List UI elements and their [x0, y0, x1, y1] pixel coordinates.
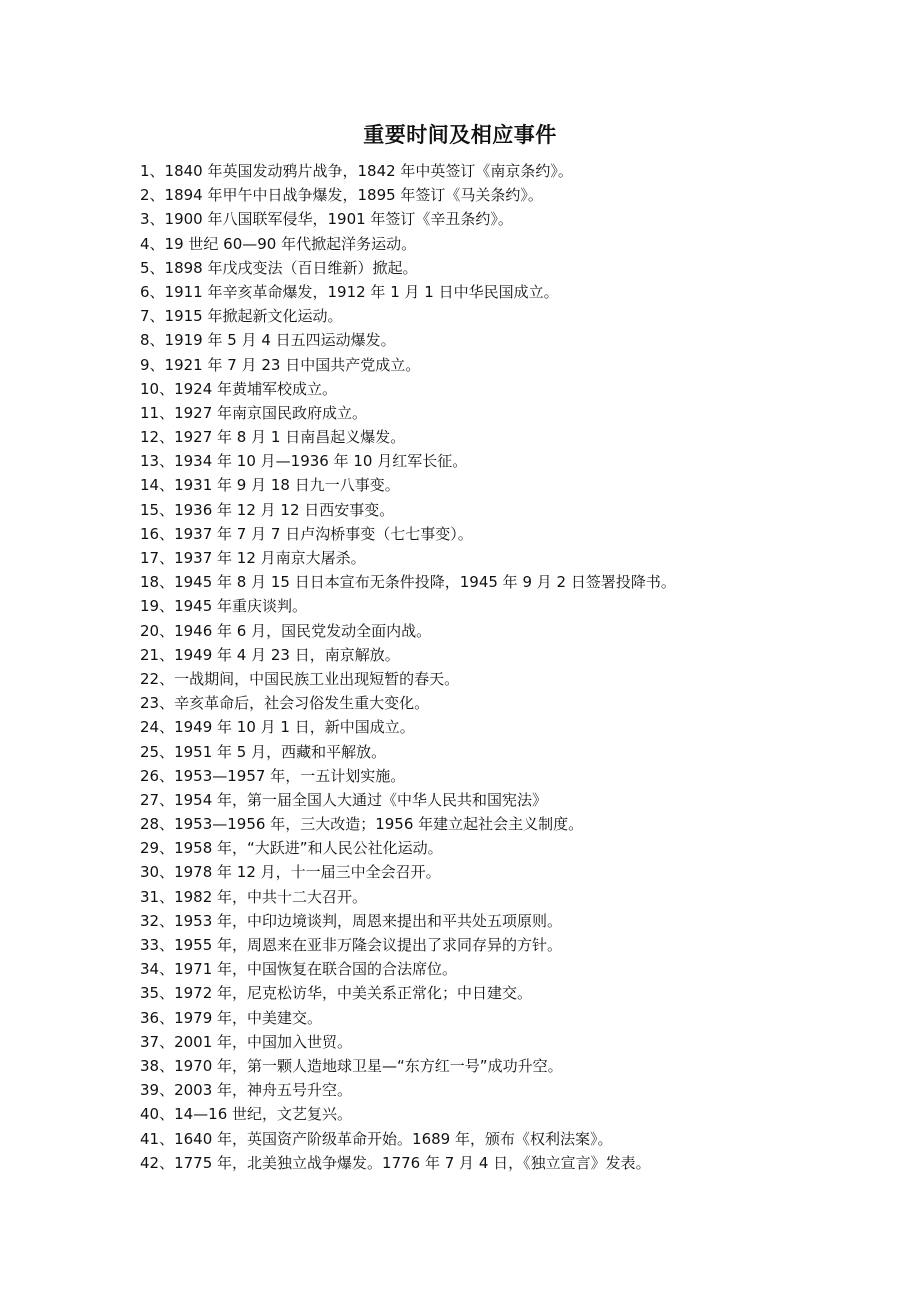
list-item: 2、1894 年甲午中日战争爆发，1895 年签订《马关条约》。 [140, 186, 543, 205]
list-item: 20、1946 年 6 月，国民党发动全面内战。 [140, 621, 432, 640]
list-item: 37、2001 年，中国加入世贸。 [140, 1032, 353, 1051]
list-item: 10、1924 年黄埔军校成立。 [140, 379, 338, 398]
list-item: 18、1945 年 8 月 15 日日本宣布无条件投降，1945 年 9 月 2 日签署投降书。 [140, 573, 676, 592]
list-item: 1、1840 年英国发动鸦片战争，1842 年中英签订《南京条约》。 [140, 162, 573, 180]
list-item: 29、1958 年，“大跃进”和人民公社化运动。 [140, 839, 443, 858]
list-item: 17、1937 年 12 月南京大屠杀。 [140, 549, 366, 567]
list-item: 32、1953 年，中印边境谈判，周恩来提出和平共处五项原则。 [140, 911, 563, 930]
list-item: 23、辛亥革命后，社会习俗发生重大变化。 [140, 694, 430, 713]
list-item: 30、1978 年 12 月，十一届三中全会召开。 [140, 863, 441, 882]
list-item: 12、1927 年 8 月 1 日南昌起义爆发。 [140, 428, 406, 447]
list-item: 11、1927 年南京国民政府成立。 [140, 403, 368, 422]
list-item: 4、19 世纪 60—90 年代掀起洋务运动。 [140, 234, 417, 253]
list-item: 8、1919 年 5 月 4 日五四运动爆发。 [140, 331, 396, 350]
list-item: 38、1970 年，第一颗人造地球卫星—“东方红一号”成功升空。 [140, 1056, 563, 1075]
event-list [140, 159, 880, 1175]
list-item: 33、1955 年，周恩来在亚非万隆会议提出了求同存异的方针。 [140, 936, 563, 954]
list-item: 41、1640 年，英国资产阶级革命开始。1689 年，颁布《权利法案》。 [140, 1129, 613, 1148]
list-item: 27、1954 年，第一届全国人大通过《中华人民共和国宪法》 [140, 790, 548, 809]
list-item: 19、1945 年重庆谈判。 [140, 597, 308, 616]
list-item: 7、1915 年掀起新文化运动。 [140, 307, 343, 326]
list-item: 6、1911 年辛亥革命爆发，1912 年 1 月 1 日中华民国成立。 [140, 282, 559, 301]
list-item: 34、1971 年，中国恢复在联合国的合法席位。 [140, 960, 458, 979]
list-item: 31、1982 年，中共十二大召开。 [140, 887, 368, 906]
list-item: 39、2003 年，神舟五号升空。 [140, 1081, 353, 1100]
list-item: 35、1972 年，尼克松访华，中美关系正常化；中日建交。 [140, 984, 533, 1003]
list-item: 14、1931 年 9 月 18 日九一八事变。 [140, 476, 400, 495]
list-item: 28、1953—1956 年，三大改造；1956 年建立起社会主义制度。 [140, 815, 584, 834]
list-item: 42、1775 年，北美独立战争爆发。1776 年 7 月 4 日，《独立宣言》发表。 [140, 1153, 651, 1172]
list-item: 9、1921 年 7 月 23 日中国共产党成立。 [140, 355, 421, 374]
list-item: 3、1900 年八国联军侵华，1901 年签订《辛丑条约》。 [140, 210, 513, 229]
list-item: 25、1951 年 5 月，西藏和平解放。 [140, 742, 387, 761]
list-item: 5、1898 年戊戌变法（百日维新）掀起。 [140, 258, 418, 277]
list-item: 40、14—16 世纪，文艺复兴。 [140, 1105, 353, 1124]
list-item: 26、1953—1957 年，一五计划实施。 [140, 766, 406, 785]
list-item: 16、1937 年 7 月 7 日卢沟桥事变（七七事变）。 [140, 524, 473, 543]
list-item: 13、1934 年 10 月—1936 年 10 月红军长征。 [140, 452, 468, 471]
list-item: 24、1949 年 10 月 1 日，新中国成立。 [140, 718, 415, 737]
page-title: 重要时间及相应事件 [363, 123, 557, 147]
list-item: 36、1979 年，中美建交。 [140, 1008, 323, 1027]
list-item: 21、1949 年 4 月 23 日，南京解放。 [140, 645, 400, 664]
list-item: 22、一战期间，中国民族工业出现短暂的春天。 [140, 669, 460, 688]
list-item: 15、1936 年 12 月 12 日西安事变。 [140, 500, 395, 519]
